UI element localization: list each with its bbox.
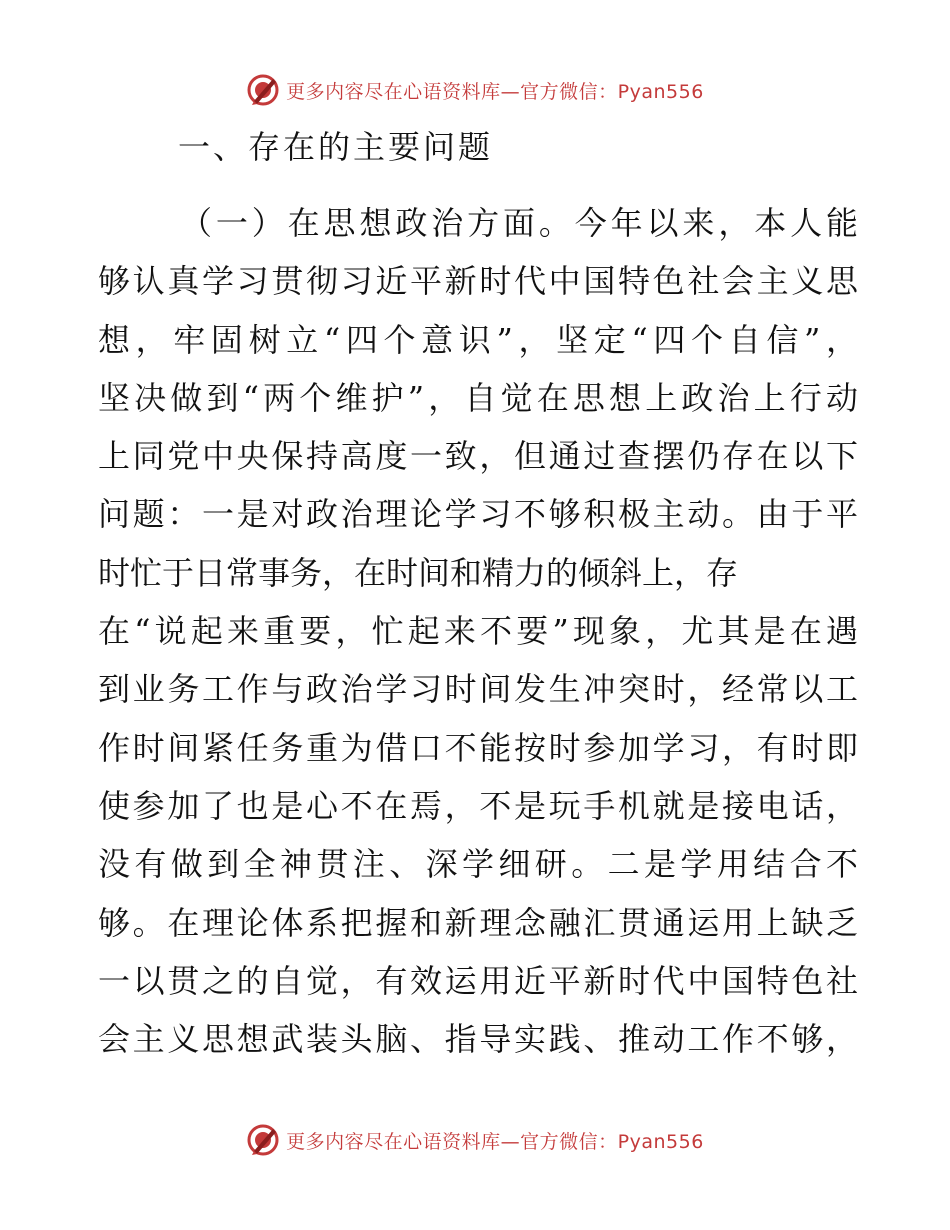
paragraph-line: 够。在理论体系把握和新理念融汇贯通运用上缺乏 — [98, 903, 858, 942]
paragraph-line: （一）在思想政治方面。今年以来，本人能 — [180, 204, 858, 242]
footer-banner — [0, 1120, 950, 1160]
body-paragraph — [98, 194, 858, 1068]
paragraph-line: 想，牢固树立“四个意识”，坚定“四个自信”， — [98, 320, 858, 359]
paragraph-line: 够认真学习贯彻习近平新时代中国特色社会主义思 — [98, 262, 858, 301]
paragraph-line: 会主义思想武装头脑、指导实践、推动工作不够， — [98, 1020, 858, 1059]
footer-banner-text: 更多内容尽在心语资料库—官方微信：Pyan556 — [286, 1130, 704, 1153]
pen-seal-logo-icon — [246, 73, 280, 107]
paragraph-line: 没有做到全神贯注、深学细研。二是学用结合不 — [98, 845, 858, 884]
paragraph-line: 问题：一是对政治理论学习不够积极主动。由于平 — [98, 495, 858, 534]
section-heading: 一、存在的主要问题 — [178, 128, 494, 166]
paragraph-line: 在“说起来重要，忙起来不要”现象，尤其是在遇 — [98, 612, 858, 651]
paragraph-line: 到业务工作与政治学习时间发生冲突时，经常以工 — [98, 670, 858, 709]
paragraph-line: 一以贯之的自觉，有效运用近平新时代中国特色社 — [98, 961, 858, 1000]
paragraph-line: 作时间紧任务重为借口不能按时参加学习，有时即 — [98, 728, 858, 767]
paragraph-line: 使参加了也是心不在焉，不是玩手机就是接电话， — [98, 786, 858, 825]
paragraph-line: 坚决做到“两个维护”，自觉在思想上政治上行动 — [98, 378, 858, 417]
header-banner-text: 更多内容尽在心语资料库—官方微信：Pyan556 — [286, 80, 704, 103]
paragraph-line: 上同党中央保持高度一致，但通过查摆仍存在以下 — [98, 437, 858, 476]
paragraph-line: 时忙于日常事务，在时间和精力的倾斜上，存 — [98, 553, 739, 592]
header-banner — [0, 70, 950, 110]
pen-seal-logo-icon — [246, 1123, 280, 1157]
